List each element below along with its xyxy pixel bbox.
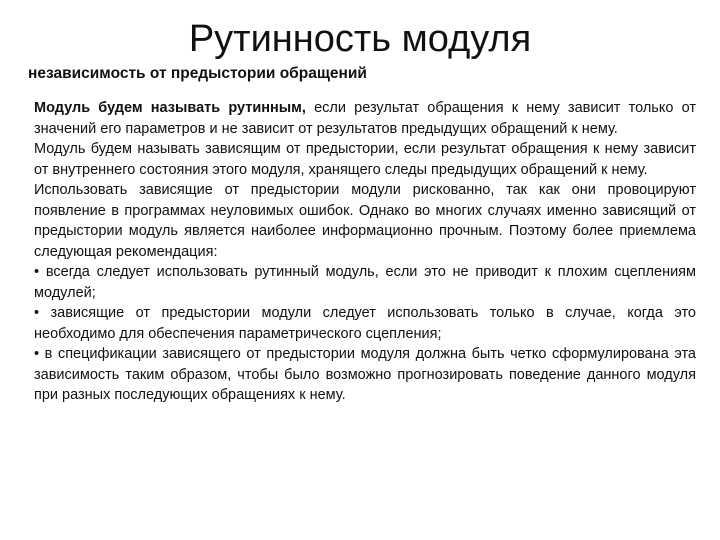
bullet-item bbox=[34, 262, 696, 303]
bullet-text: • зависящие от предыстории модули следует использовать только в случае, когда это необходимо для обеспечения параметрического сцепления; bbox=[34, 305, 696, 342]
bullet-text: • всегда следует использовать рутинный модуль, если это не приводит к плохим сцеплениям модулей; bbox=[34, 264, 696, 301]
paragraph-text: Использовать зависящие от предыстории модули рискованно, так как они провоцируют появление в программах неуловимых ошибок. Однако во многих случаях именно зависящий от предыстории модуль является наиболее информационно прочным. Поэтому более приемлема следующая рекомендация: bbox=[34, 182, 696, 260]
bullet-text: • в спецификации зависящего от предыстории модуля должна быть четко сформулирована эта зависимость таким образом, чтобы было возможно прогнозировать поведение данного модуля при разных последующих обращениях к нему. bbox=[34, 346, 696, 403]
paragraph-risk bbox=[34, 180, 696, 262]
paragraph-text: Модуль будем называть зависящим от предыстории, если результат обращения к нему зависит от внутреннего состояния этого модуля, хранящего следы предыдущих обращений к нему. bbox=[34, 141, 696, 178]
bullet-item bbox=[34, 344, 696, 406]
slide-body bbox=[34, 98, 696, 406]
slide-subtitle: независимость от предыстории обращений bbox=[28, 65, 367, 82]
bullet-item bbox=[34, 303, 696, 344]
paragraph-definition-history bbox=[34, 139, 696, 180]
paragraph-definition-routine bbox=[34, 98, 696, 139]
slide-title: Рутинность модуля bbox=[188, 18, 532, 60]
paragraph-lead: Модуль будем называть рутинным, bbox=[34, 100, 306, 116]
paragraph-text: если результат обращения к нему зависит только от значений его параметров и не зависит от результатов предыдущих обращений к нему. bbox=[34, 100, 696, 137]
